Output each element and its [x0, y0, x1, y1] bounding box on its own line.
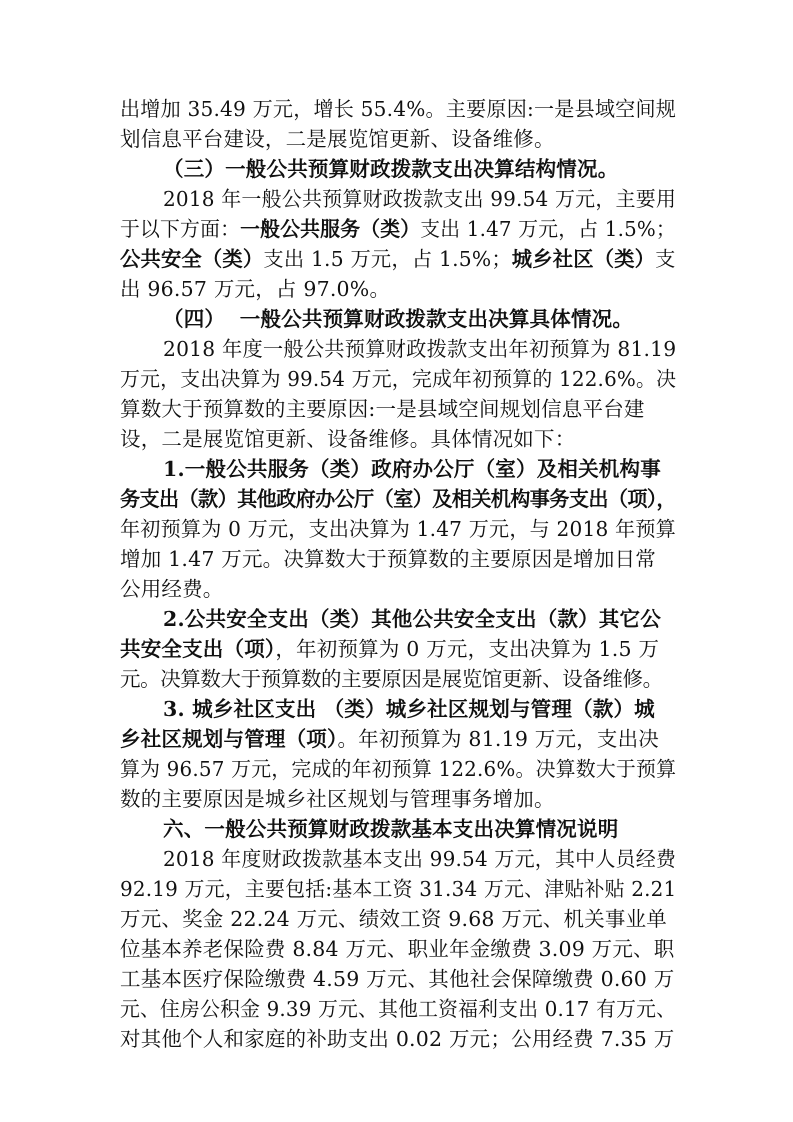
item-heading: 3. 城乡社区支出 （类）城乡社区规划与管理（款）城: [163, 697, 655, 721]
emphasis-text: 一般公共服务（类）: [240, 217, 421, 241]
text-line: 对其他个人和家庭的补助支出 0.02 万元；公用经费 7.35 万: [120, 1027, 675, 1051]
text-line: 公用经费。: [120, 577, 224, 601]
text-line: 设，二是展览馆更新、设备维修。具体情况如下：: [120, 427, 576, 451]
text-line: 划信息平台建设，二是展览馆更新、设备维修。: [120, 127, 555, 151]
item-heading: 2.公共安全支出（类）其他公共安全支出（款）其它公: [163, 607, 661, 631]
text-line: 乡社区规划与管理（项）。年初预算为 81.19 万元，支出决: [120, 727, 659, 751]
text-line: 万元、奖金 22.24 万元、绩效工资 9.68 万元、机关事业单: [120, 907, 667, 931]
section-heading: （三）一般公共预算财政拨款支出决算结构情况。: [163, 157, 619, 181]
text-line: 出增加 35.49 万元，增长 55.4%。主要原因:一是县域空间规: [120, 97, 677, 121]
section-heading: 六、一般公共预算财政拨款基本支出决算情况说明: [163, 817, 619, 841]
text-line: 年初预算为 0 万元，支出决算为 1.47 万元，与 2018 年预算: [120, 517, 676, 541]
text-line: 2018 年一般公共预算财政拨款支出 99.54 万元，主要用: [163, 187, 677, 211]
item-heading: 1.一般公共服务（类）政府办公厅（室）及相关机构事: [163, 457, 661, 481]
text-line: 92.19 万元，主要包括:基本工资 31.34 万元、津贴补贴 2.21: [120, 877, 677, 901]
text-line: 于以下方面：一般公共服务（类）支出 1.47 万元，占 1.5%；: [120, 217, 676, 241]
emphasis-text: 共安全支出（项）: [120, 637, 276, 661]
text-line: 2018 年度财政拨款基本支出 99.54 万元，其中人员经费: [163, 847, 677, 871]
text-line: 万元，支出决算为 99.54 万元，完成年初预算的 122.6%。决: [120, 367, 677, 391]
text-line: 数的主要原因是城乡社区规划与管理事务增加。: [120, 787, 555, 811]
text-line: 公共安全（类）支出 1.5 万元，占 1.5%；城乡社区（类）支: [120, 247, 676, 271]
emphasis-text: 公共安全（类）: [120, 247, 264, 271]
text-line: 元。决算数大于预算数的主要原因是展览馆更新、设备维修。: [120, 667, 663, 691]
text-line: 元、住房公积金 9.39 万元、其他工资福利支出 0.17 有万元、: [120, 997, 677, 1021]
text-line: 共安全支出（项），年初预算为 0 万元，支出决算为 1.5 万: [120, 637, 660, 661]
section-heading: （四） 一般公共预算财政拨款支出决算具体情况。: [163, 307, 634, 331]
text-line: 位基本养老保险费 8.84 万元、职业年金缴费 3.09 万元、职: [120, 937, 675, 961]
text-line: 算为 96.57 万元，完成的年初预算 122.6%。决算数大于预算: [120, 757, 677, 781]
text-line: 算数大于预算数的主要原因:一是县域空间规划信息平台建: [120, 397, 645, 421]
text-line: 2018 年度一般公共预算财政拨款支出年初预算为 81.19: [163, 337, 677, 361]
item-heading: 务支出（款）其他政府办公厅（室）及相关机构事务支出（项），: [120, 487, 676, 511]
text-line: 增加 1.47 万元。决算数大于预算数的主要原因是增加日常: [120, 547, 656, 571]
text-line: 工基本医疗保险缴费 4.59 万元、其他社会保障缴费 0.60 万: [120, 967, 675, 991]
emphasis-text: 城乡社区（类）: [511, 247, 656, 271]
text-line: 出 96.57 万元，占 97.0%。: [120, 277, 391, 301]
emphasis-text: 乡社区规划与管理（项）: [120, 727, 338, 751]
